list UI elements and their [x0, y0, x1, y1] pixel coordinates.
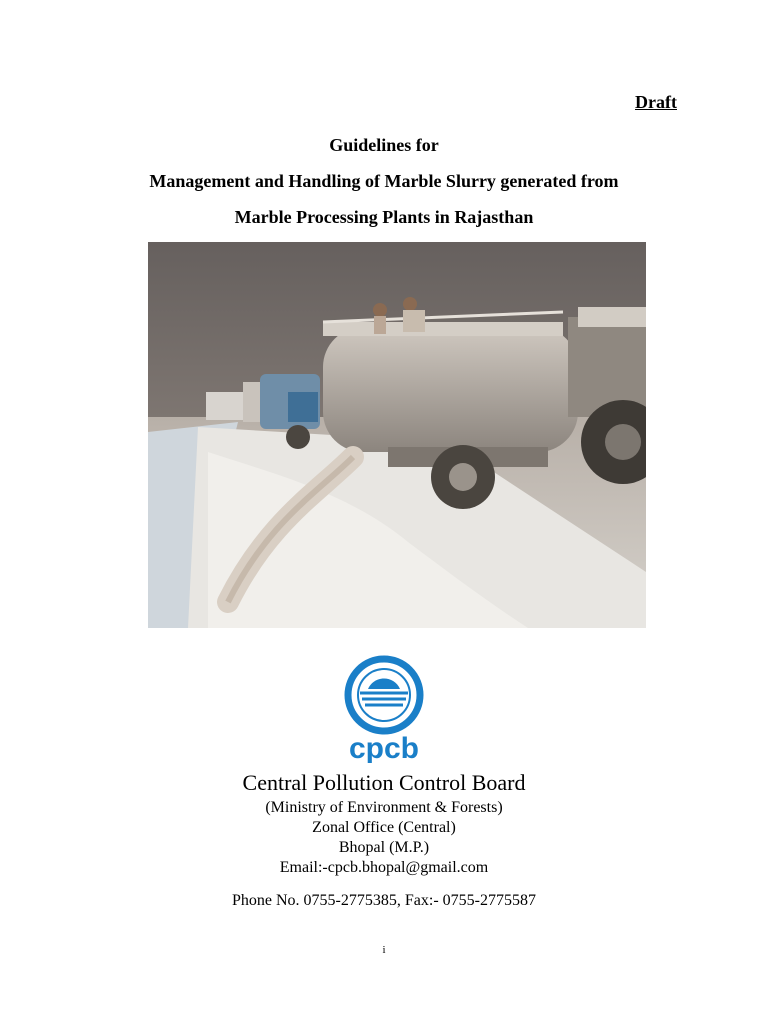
title-line-1: Guidelines for [329, 135, 439, 155]
title-line-3: Marble Processing Plants in Rajasthan [234, 207, 534, 227]
document-title [0, 127, 768, 235]
logo-wordmark: cpcb [348, 732, 420, 763]
organization-name: Central Pollution Control Board [242, 770, 526, 795]
phone-line: Phone No. 0755-2775385, Fax:- 0755-2775587 [232, 892, 536, 909]
page-number: i [382, 944, 386, 956]
title-line-2: Management and Handling of Marble Slurry generated from [149, 171, 619, 191]
draft-label: Draft [635, 92, 677, 112]
office-line: Zonal Office (Central) [312, 819, 456, 836]
cover-photo [148, 242, 646, 628]
cpcb-logo [338, 655, 430, 763]
organization-block [0, 768, 768, 878]
city-line: Bhopal (M.P.) [338, 839, 430, 856]
email-line: Email:-cpcb.bhopal@gmail.com [279, 859, 489, 876]
ministry-line: (Ministry of Environment & Forests) [265, 799, 503, 816]
